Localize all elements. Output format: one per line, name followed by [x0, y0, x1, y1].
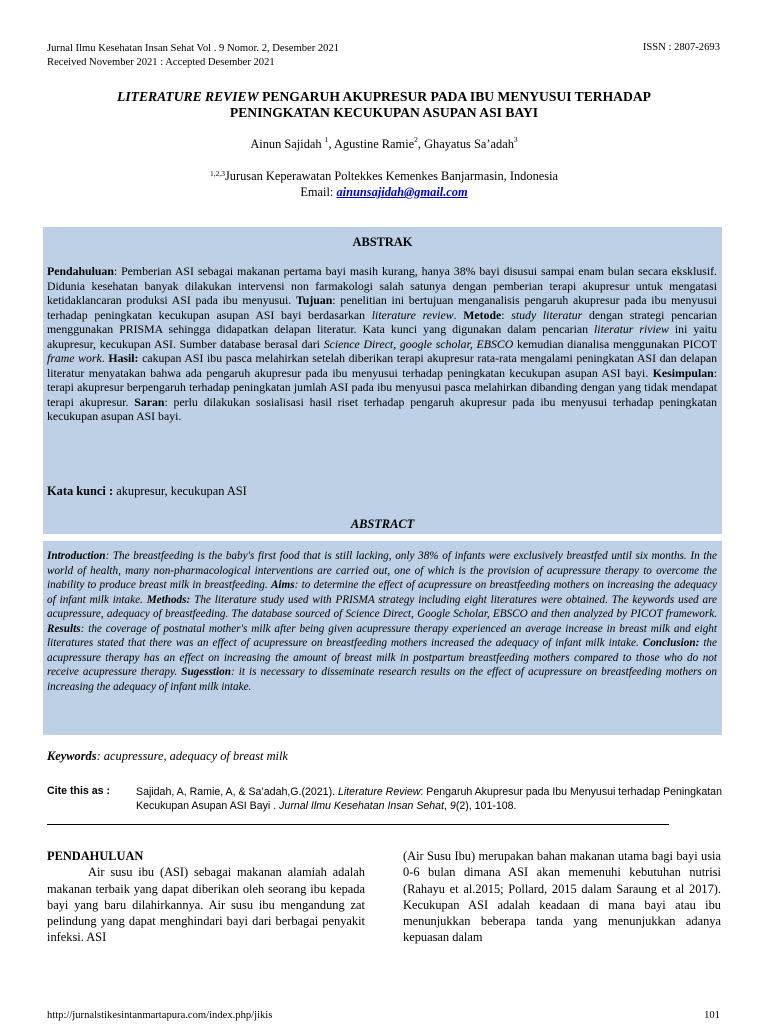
author-2: , Agustine Ramie	[328, 137, 415, 151]
abstrak-box	[43, 227, 722, 534]
abstrak-text: Pendahuluan: Pemberian ASI sebagai makanan pertama bayi masih kurang, hanya 38% bayi disusui sampai enam bulan secara eksklusif. Didunia kesehatan banyak dilakukan intervensi non farmakologi salah satunya dengan pemberian terapi akupresur untuk mengatasi ketidaklancaran produksi ASI pada ibu menyusui. Tujuan: penelitian ini bertujuan menganalisis pengaruh akupresur pada ibu menyusui terhadap peningkatan kecukupan asupan ASI bayi berdasarkan literature review. Metode: study literatur dengan strategi pencarian menggunakan PRISMA sehingga didapatkan delapan literatur. Kata kunci yang digunakan dalam pencarian literatur riview ini yaitu akupresur, kecukupan ASI. Sumber database berasal dari Science Direct, google scholar, EBSCO kemudian dianalisa menggunakan PICOT frame work. Hasil: cakupan ASI ibu pasca melahirkan setelah diberikan terapi akupresur rata-rata mengalami peningkatan ASI dan delapan literatur menyatakan bahwa ada pengaruh akupresur pada ibu menyusui terhadap peningkatan kecukupan asupan ASI bayi. Kesimpulan: terapi akupresur berpengaruh terhadap peningkatan jumlah ASI pada ibu menyusui pasca melahirkan dibanding dengan yang tidak mendapat terapi akupresur. Saran: perlu dilakukan sosialisasi hasil riset terhadap pengaruh akupresur pada ibu menyusui terhadap peningkatan kecukupan asupan ASI bayi.	[47, 264, 718, 423]
authors: Ainun Sajidah $^1$, Agustine Ramie$^2$, Ghayatus Sa’adah$^3$	[250, 135, 518, 151]
divider	[47, 824, 669, 825]
abstract-heading: ABSTRACT	[350, 517, 415, 531]
page-number: 101	[704, 1010, 720, 1021]
issn: ISSN : 2807-2693	[642, 42, 720, 53]
author-1: Ainun Sajidah	[250, 137, 325, 151]
section-heading: PENDAHULUAN	[47, 849, 144, 863]
kata-kunci: Kata kunci : akupresur, kecukupan ASI	[47, 484, 247, 498]
body-paragraph-right: (Air Susu Ibu) merupakan bahan makanan utama bagi bayi usia 0-6 bulan dimana ASI akan memenuhi kebutuhan nutrisi (Rahayu et al.2015; Pollard, 2015 dalam Saraung et al 2017). Kecukupan ASI adalah keadaan di mana bayi atau ibu menunjukkan beberapa tanda yang menunjukkan adanya kepuasan dalam	[403, 849, 721, 945]
cite-text: Sajidah, A, Ramie, A, & Sa’adah,G.(2021). Literature Review: Pengaruh Akupresur pada Ibu Menyusui terhadap Peningkatan Kecukupan Asupan ASI Bayi . Jurnal Ilmu Kesehatan Insan Sehat, 9(2), 101-108.	[136, 786, 722, 812]
title-italic: LITERATURE REVIEW	[117, 89, 259, 104]
received-line: Received November 2021 : Accepted Desember 2021	[47, 57, 275, 68]
email-link[interactable]: ainunsajidah@gmail.com	[336, 185, 468, 199]
abstrak-heading: ABSTRAK	[352, 235, 413, 249]
author-3: , Ghayatus Sa’adah	[417, 137, 514, 151]
body-column-left	[47, 848, 365, 946]
journal-header	[47, 42, 339, 70]
keywords: Keywords: acupressure, adequacy of breast milk	[47, 749, 288, 763]
title-line1: PENGARUH AKUPRESUR PADA IBU MENYUSUI TERHADAP	[258, 89, 651, 104]
cite-label: Cite this as :	[47, 785, 110, 797]
journal-line: Jurnal Ilmu Kesehatan Insan Sehat Vol . 9 Nomor. 2, Desember 2021	[47, 43, 340, 54]
email-label: Email:	[300, 185, 337, 199]
abstract-text: Introduction: The breastfeeding is the baby's first food that is still lacking, only 38% of infants were exclusively breastfed until six months. In the world of health, many non-pharmacological interventions are carried out, one of which is the provision of acupressure therapy to overcome the inability to produce breast milk in breastfeeding. Aims: to determine the effect of acupressure on breastfeeding mothers on increasing the adequacy of infant milk intake. Methods: The literature study used with PRISMA strategy including eight literatures were obtained. The keywords used are acupressure, adequacy of breastfeeding. The database sourced of Science Direct, Google Scholar, EBSCO and then analyzed by PICOT framework. Results: the coverage of postnatal mother's milk after being given acupressure therapy experienced an average increase in breast milk and eight literatures stated that there was an effect of acupressure on breastfeeding mothers increased the adequacy of infant milk intake. Conclusion: the acupressure therapy has an effect on increasing the amount of breast milk in postpartum breastfeeding mothers compared to those who do not receive acupressure therapy. Sugesstion: it is necessary to disseminate research results on the effect of acupressure on breastfeeding mothers on increasing the adequacy of infant milk intake.	[47, 550, 717, 693]
title-line2: PENINGKATAN KECUKUPAN ASUPAN ASI BAYI	[229, 105, 539, 120]
body-column-right	[403, 848, 721, 946]
affiliation: $^{1,2,3}$Jurusan Keperawatan Poltekkes Kemenkes Banjarmasin, Indonesia Email: ainunsajidah@gmail.com	[209, 169, 559, 199]
abstract-box	[43, 541, 722, 735]
paper-title	[60, 89, 708, 121]
footer-url: http://jurnalstikesintanmartapura.com/index.php/jikis	[47, 1010, 273, 1021]
affiliation-text: Jurusan Keperawatan Poltekkes Kemenkes Banjarmasin, Indonesia	[224, 169, 559, 183]
body-paragraph-left: Air susu ibu (ASI) sebagai makanan alamiah adalah makanan terbaik yang dapat diberikan oleh seorang ibu kepada bayi yang baru dilahirkannya. Air susu ibu mengandung zat pelindung yang dapat menghindari bayi dari berbagai penyakit infeksi. ASI	[47, 865, 365, 945]
